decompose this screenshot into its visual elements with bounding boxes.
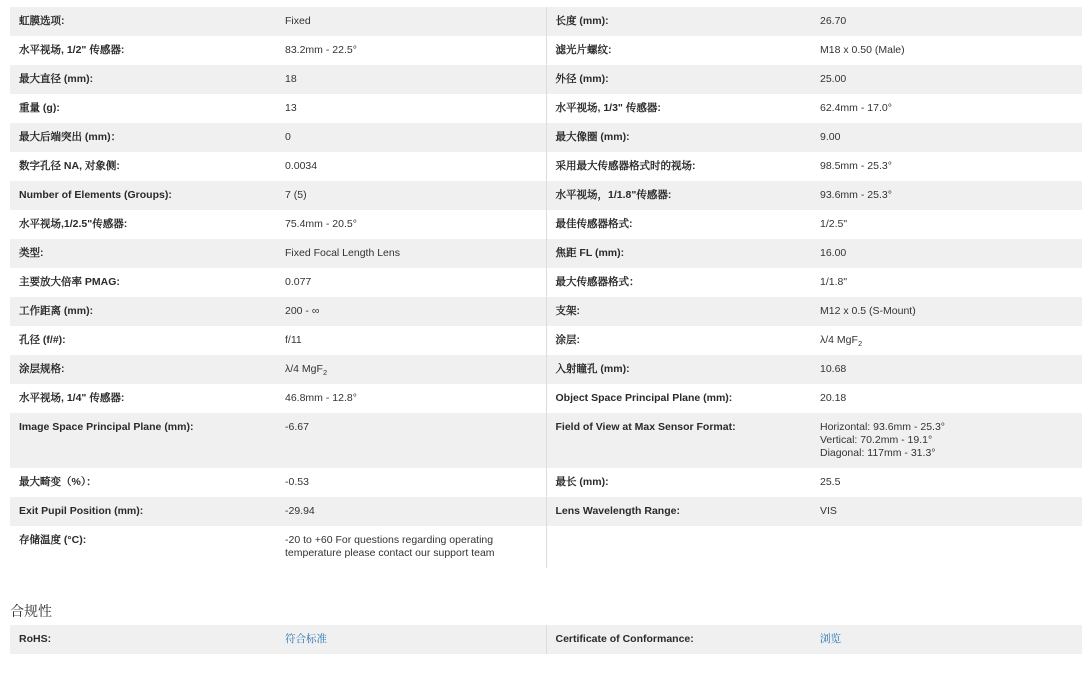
spec-label <box>546 7 811 36</box>
table-row <box>10 65 1082 94</box>
spec-label-text: 支架: <box>555 305 580 317</box>
spec-value-line: Vertical: 70.2mm - 19.1° <box>820 434 933 446</box>
table-row <box>10 497 1082 526</box>
spec-label <box>546 355 811 384</box>
spec-value <box>811 65 1082 94</box>
spec-value <box>276 210 546 239</box>
spec-value <box>276 65 546 94</box>
spec-label <box>10 526 276 568</box>
spec-value-text: -29.94 <box>285 505 315 517</box>
spec-value-text: 16.00 <box>820 247 847 259</box>
spec-label <box>10 7 276 36</box>
spec-label-text: 最大直径 (mm): <box>19 73 94 85</box>
spec-value <box>811 181 1082 210</box>
spec-value <box>811 526 1082 568</box>
spec-value <box>811 94 1082 123</box>
spec-value-text: 200 - ∞ <box>285 305 320 317</box>
table-row <box>10 181 1082 210</box>
spec-label <box>546 239 811 268</box>
table-row <box>10 384 1082 413</box>
spec-label-text: 采用最大传感器格式时的视场: <box>555 160 696 172</box>
spec-label-text: 水平视场,1/2.5"传感器: <box>19 218 128 230</box>
spec-label-text: Field of View at Max Sensor Format: <box>555 421 736 433</box>
spec-value <box>276 152 546 181</box>
spec-label-text: 最大传感器格式： <box>555 276 640 288</box>
spec-value <box>276 468 546 497</box>
spec-value <box>276 181 546 210</box>
spec-value-text: 25.00 <box>820 73 847 85</box>
spec-label-text: 涂层规格: <box>19 363 65 375</box>
spec-value-text: 20.18 <box>820 392 847 404</box>
spec-label <box>546 210 811 239</box>
spec-value <box>811 152 1082 181</box>
spec-value <box>276 36 546 65</box>
spec-value-text: M12 x 0.5 (S-Mount) <box>820 305 916 317</box>
spec-label <box>546 497 811 526</box>
table-row <box>10 36 1082 65</box>
spec-value <box>811 268 1082 297</box>
subscript: 2 <box>322 368 328 377</box>
certificate-browse-link[interactable]: 浏览 <box>820 633 841 645</box>
spec-label <box>10 36 276 65</box>
spec-value <box>276 526 546 568</box>
spec-label <box>546 384 811 413</box>
spec-value <box>276 123 546 152</box>
spec-label <box>10 326 276 355</box>
spec-label <box>546 326 811 355</box>
spec-label <box>546 36 811 65</box>
spec-label <box>546 94 811 123</box>
table-row <box>10 625 1082 654</box>
spec-label-text: 滤光片螺纹: <box>555 44 612 56</box>
spec-label <box>546 123 811 152</box>
spec-value-text: λ/4 MgF <box>285 363 323 375</box>
spec-value-text: 1/1.8" <box>820 276 848 288</box>
spec-label-text: Image Space Principal Plane (mm): <box>19 421 194 433</box>
spec-value-text: 62.4mm - 17.0° <box>820 102 892 114</box>
spec-label <box>10 65 276 94</box>
spec-value <box>276 7 546 36</box>
spec-value-text: VIS <box>820 505 837 517</box>
spec-value <box>811 123 1082 152</box>
spec-label-text: 最大畸变（%）： <box>19 476 97 488</box>
certificate-label: Certificate of Conformance: <box>546 625 811 654</box>
spec-label-text: 水平视场, 1/3" 传感器: <box>555 102 661 114</box>
spec-value-text: 46.8mm - 12.8° <box>285 392 357 404</box>
spec-value-text: 9.00 <box>820 131 841 143</box>
spec-value-text: 0.077 <box>285 276 312 288</box>
spec-label <box>546 468 811 497</box>
spec-value <box>811 326 1082 355</box>
spec-value-text: 13 <box>285 102 297 114</box>
spec-value-text: -0.53 <box>285 476 309 488</box>
spec-value <box>276 497 546 526</box>
spec-value-text: 83.2mm - 22.5° <box>285 44 357 56</box>
spec-label-text: 外径 (mm): <box>555 73 609 85</box>
spec-label <box>10 413 276 468</box>
compliance-table <box>10 625 1082 654</box>
spec-label <box>10 94 276 123</box>
spec-label <box>10 384 276 413</box>
spec-value-text: 7 (5) <box>285 189 307 201</box>
spec-label-text: Exit Pupil Position (mm): <box>19 505 144 517</box>
table-row <box>10 468 1082 497</box>
spec-value-text: Fixed Focal Length Lens <box>285 247 400 259</box>
spec-label-text: 涂层: <box>555 334 580 346</box>
rohs-label: RoHS: <box>10 625 276 654</box>
spec-value-text: -6.67 <box>285 421 309 433</box>
spec-label-text: 孔径 (f/#): <box>19 334 66 346</box>
spec-label <box>10 268 276 297</box>
spec-value <box>811 497 1082 526</box>
spec-label-text: 水平视场, 1/4" 传感器: <box>19 392 125 404</box>
table-row <box>10 123 1082 152</box>
spec-value <box>811 36 1082 65</box>
spec-label-text: 长度 (mm): <box>555 15 609 27</box>
spec-value-text: -20 to +60 For questions regarding operating temperature please contact our support team <box>285 534 495 559</box>
table-row <box>10 210 1082 239</box>
spec-label-text: 水平视场，1/1.8"传感器: <box>555 189 672 201</box>
spec-value <box>276 413 546 468</box>
table-row <box>10 355 1082 384</box>
spec-value <box>276 94 546 123</box>
spec-value-text: 10.68 <box>820 363 847 375</box>
spec-label <box>10 239 276 268</box>
spec-value <box>811 384 1082 413</box>
spec-value-text: 93.6mm - 25.3° <box>820 189 892 201</box>
spec-value-text: 98.5mm - 25.3° <box>820 160 892 172</box>
spec-label <box>546 181 811 210</box>
spec-label <box>546 297 811 326</box>
spec-label-text: 入射瞳孔 (mm): <box>555 363 630 375</box>
specifications-table <box>10 7 1082 568</box>
spec-label-text: 数字孔径 NA, 对象侧: <box>19 160 120 172</box>
spec-label-text: 工作距离 (mm): <box>19 305 94 317</box>
spec-label-text: 最大像圈 (mm): <box>555 131 630 143</box>
spec-label <box>10 355 276 384</box>
table-row <box>10 94 1082 123</box>
spec-label <box>10 181 276 210</box>
table-row <box>10 297 1082 326</box>
table-row <box>10 326 1082 355</box>
spec-label-text: 存储温度 (°C): <box>19 534 87 546</box>
spec-label-text: 最大后端突出 (mm)： <box>19 131 122 143</box>
spec-value-text: 26.70 <box>820 15 847 27</box>
spec-label <box>546 268 811 297</box>
spec-value-text: 75.4mm - 20.5° <box>285 218 357 230</box>
spec-value-text: f/11 <box>285 334 302 346</box>
spec-value-line: Horizontal: 93.6mm - 25.3° <box>820 421 946 433</box>
spec-value-line: Diagonal: 117mm - 31.3° <box>820 447 936 459</box>
subscript: 2 <box>857 339 863 348</box>
spec-value-text: Fixed <box>285 15 311 27</box>
spec-label-text: 最长 (mm): <box>555 476 609 488</box>
spec-value <box>811 413 1082 468</box>
table-row <box>10 268 1082 297</box>
spec-value-text: M18 x 0.50 (Male) <box>820 44 905 56</box>
spec-value <box>811 468 1082 497</box>
compliance-heading: 合规性 <box>10 603 52 619</box>
spec-label <box>546 526 811 568</box>
spec-value-text: 0.0034 <box>285 160 318 172</box>
spec-label <box>546 152 811 181</box>
spec-label-text: 最佳传感器格式: <box>555 218 633 230</box>
spec-value <box>811 7 1082 36</box>
rohs-compliant-link[interactable]: 符合标准 <box>285 633 327 645</box>
spec-value <box>276 297 546 326</box>
spec-value <box>276 384 546 413</box>
spec-value-text: 18 <box>285 73 297 85</box>
spec-label <box>10 210 276 239</box>
table-row <box>10 7 1082 36</box>
spec-label-text: Object Space Principal Plane (mm): <box>555 392 733 404</box>
spec-label <box>10 497 276 526</box>
spec-value-text: 1/2.5" <box>820 218 848 230</box>
spec-label-text: Number of Elements (Groups): <box>19 189 172 201</box>
spec-value <box>276 239 546 268</box>
spec-value <box>811 210 1082 239</box>
spec-value <box>811 239 1082 268</box>
spec-label-text: 主要放大倍率 PMAG: <box>19 276 120 288</box>
rohs-value-cell <box>276 625 546 654</box>
spec-label <box>546 413 811 468</box>
spec-label-text: 虹膜选项: <box>19 15 65 27</box>
table-row <box>10 413 1082 468</box>
spec-label-text: Lens Wavelength Range: <box>555 505 680 517</box>
spec-value-text: 0 <box>285 131 291 143</box>
spec-value <box>276 355 546 384</box>
table-row <box>10 526 1082 568</box>
spec-value <box>276 268 546 297</box>
certificate-value-cell <box>811 625 1082 654</box>
spec-value <box>811 297 1082 326</box>
spec-label <box>10 468 276 497</box>
table-row <box>10 152 1082 181</box>
spec-label <box>10 123 276 152</box>
table-row <box>10 239 1082 268</box>
spec-label-text: 类型: <box>19 247 44 259</box>
spec-value-text: 25.5 <box>820 476 841 488</box>
spec-label <box>10 152 276 181</box>
spec-label-text: 水平视场, 1/2" 传感器: <box>19 44 125 56</box>
spec-value <box>811 355 1082 384</box>
spec-label-text: 焦距 FL (mm): <box>555 247 625 259</box>
spec-label-text: 重量 (g): <box>19 102 60 114</box>
spec-label <box>546 65 811 94</box>
spec-value <box>276 326 546 355</box>
spec-label <box>10 297 276 326</box>
spec-value-text: λ/4 MgF <box>820 334 858 346</box>
